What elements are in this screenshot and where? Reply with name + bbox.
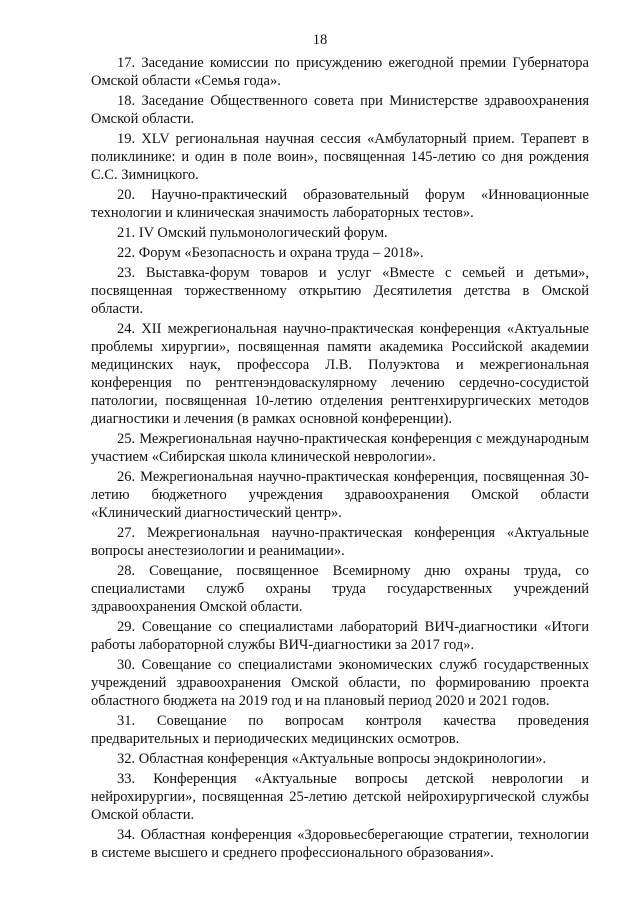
list-item: 29. Совещание со специалистами лабораторий ВИЧ-диагностики «Итоги работы лабораторной службы ВИЧ-диагностики за 2017 год». [91,619,589,653]
list-item: 28. Совещание, посвященное Всемирному дню охраны труда, со специалистами служб охраны труда государственных учреждений здравоохранения Омской области. [91,563,589,615]
list-item: 33. Конференция «Актуальные вопросы детской неврологии и нейрохирургии», посвященная 25-летию детской нейрохирургической службы Омской области. [91,771,589,823]
page-number: 18 [312,32,328,48]
list-item: 34. Областная конференция «Здоровьесберегающие стратегии, технологии в системе высшего и среднего профессионального образования». [91,827,589,861]
event-list [91,54,589,864]
list-item: 24. XII межрегиональная научно-практическая конференция «Актуальные проблемы хирургии», посвященная памяти академика Российской академии медицинских наук, профессора Л.В. Полуэктова и межрегиональная конференция по рентгенэндоваскулярному лечению сердечно-сосудистой патологии, посвященная 10-летию отделения рентгенхирургических методов диагностики и лечения (в рамках основной конференции). [91,321,589,427]
list-item: 26. Межрегиональная научно-практическая конференция, посвященная 30-летию бюджетного учреждения здравоохранения Омской области «Клинический диагностический центр». [91,469,589,521]
list-item: 19. XLV региональная научная сессия «Амбулаторный прием. Терапевт в поликлинике: и один в поле воин», посвященная 145-летию со дня рождения С.С. Зимницкого. [91,131,589,183]
list-item: 20. Научно-практический образовательный форум «Инновационные технологии и клиническая значимость лабораторных тестов». [91,187,589,221]
list-item: 32. Областная конференция «Актуальные вопросы эндокринологии». [117,751,547,767]
list-item: 23. Выставка-форум товаров и услуг «Вместе с семьей и детьми», посвященная торжественному открытию Десятилетия детства в Омской области. [91,265,589,317]
list-item: 17. Заседание комиссии по присуждению ежегодной премии Губернатора Омской области «Семья года». [91,55,589,89]
list-item: 21. IV Омский пульмонологический форум. [117,225,388,241]
list-item: 25. Межрегиональная научно-практическая конференция с международным участием «Сибирская школа клинической неврологии». [91,431,589,465]
list-item: 30. Совещание со специалистами экономических служб государственных учреждений здравоохранения Омской области, по формированию проекта областного бюджета на 2019 год и на плановый период 2020 и 2021 годов. [91,657,589,709]
list-item: 31. Совещание по вопросам контроля качества проведения предварительных и периодических медицинских осмотров. [91,713,589,747]
list-item: 18. Заседание Общественного совета при Министерстве здравоохранения Омской области. [91,93,589,127]
list-item: 27. Межрегиональная научно-практическая конференция «Актуальные вопросы анестезиологии и реанимации». [91,525,589,559]
list-item: 22. Форум «Безопасность и охрана труда – 2018». [117,245,424,261]
